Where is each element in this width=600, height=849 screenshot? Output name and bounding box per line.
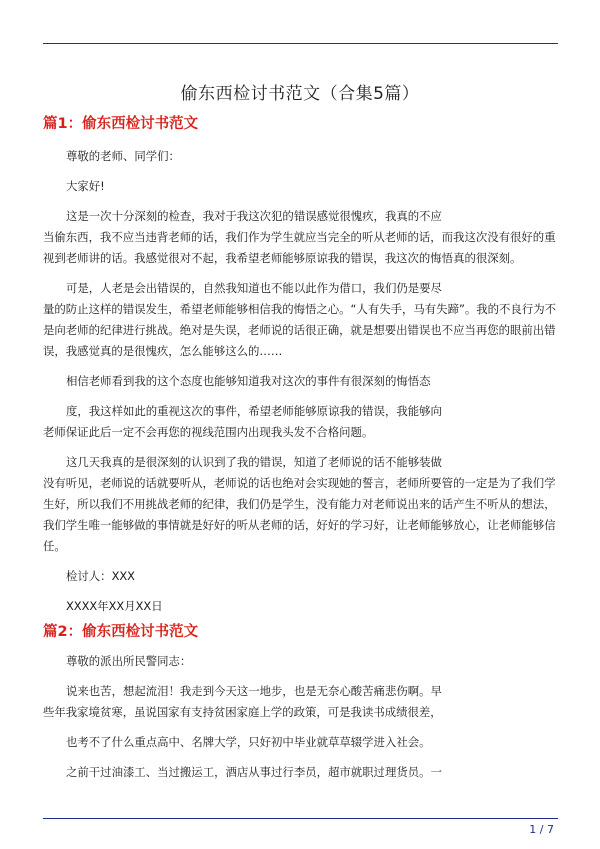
greeting: 尊敬的老师、同学们： xyxy=(66,149,180,163)
date: XXXX年XX月XX日 xyxy=(66,599,163,613)
section-2-body xyxy=(43,651,558,783)
page-number: 1 / 7 xyxy=(529,823,554,836)
paragraph-continuation: 当偷东西，我不应当违背老师的话，我们作为学生就应当完全的听从老师的话，而我这次没有很好的重视到老师讲的话。我感觉很对不起，我希望老师能够原谅我的错误，我这次的悔悟真的很深刻。 xyxy=(43,230,556,265)
section-heading-2: 篇2：偷东西检讨书范文 xyxy=(43,624,199,640)
paragraph-first-line: 说来也苦，想起流泪！我走到今天这一地步，也是无奈心酸苦痛悲伤啊。早 xyxy=(66,684,442,698)
paragraph: 相信老师看到我的这个态度也能够知道我对这次的事件有很深刻的悔悟态 xyxy=(66,374,431,388)
paragraph: 之前干过油漆工、当过搬运工，酒店从事过行李员，超市就职过理货员。一 xyxy=(66,765,442,779)
footer-rule xyxy=(43,818,558,819)
section-heading-1: 篇1：偷东西检讨书范文 xyxy=(43,116,199,132)
paragraph xyxy=(43,681,558,723)
paragraph: 也考不了什么重点高中、名牌大学，只好初中毕业就草草辍学进入社会。 xyxy=(66,735,431,749)
paragraph xyxy=(43,206,558,269)
paragraph xyxy=(43,452,558,557)
section-1-body xyxy=(43,146,558,617)
paragraph-first-line: 这几天我真的是很深刻的认识到了我的错误，知道了老师说的话不能够装做 xyxy=(66,455,442,469)
paragraph xyxy=(43,278,558,362)
paragraph-first-line: 度，我这样如此的重视这次的事件，希望老师能够原谅我的错误，我能够向 xyxy=(66,404,442,418)
paragraph-continuation: 没有听见，老师说的话就要听从，老师说的话也绝对会实现她的誓言，老师所要管的一定是为了我们学生好，所以我们不用挑战老师的纪律，我们仍是学生，没有能力对老师说出来的话产生不听从的想法，我们学生唯一能够做的事情就是好好的听从老师的话，好好的学习好，让老师能够放心，让老师能够信任。 xyxy=(43,476,556,553)
paragraph xyxy=(43,401,558,443)
paragraph-continuation: 老师保证此后一定不会再您的视线范围内出现我头发不合格问题。 xyxy=(43,425,374,439)
paragraph-first-line: 这是一次十分深刻的检查，我对于我这次犯的错误感觉很愧疚，我真的不应 xyxy=(66,209,442,223)
paragraph-continuation: 些年我家境贫寒，虽说国家有支持贫困家庭上学的政策，可是我读书成绩很差， xyxy=(43,705,442,719)
header-rule xyxy=(43,43,558,44)
greeting: 尊敬的派出所民警同志： xyxy=(66,654,192,668)
signer: 检讨人：XXX xyxy=(66,569,135,583)
document-title: 偷东西检讨书范文（合集5篇） xyxy=(180,84,420,104)
paragraph-first-line: 可是，人老是会出错误的，自然我知道也不能以此作为借口，我们仍是要尽 xyxy=(66,281,442,295)
paragraph-continuation: 量的防止这样的错误发生，希望老师能够相信我的悔悟之心。“人有失手，马有失蹄”。我的不良行为不是向老师的纪律进行挑战。绝对是失误，老师说的话很正确，就是想要出错误也不应当再您的眼前出错误，我感觉真的是很愧疚，怎么能够这么的…… xyxy=(43,302,556,358)
salutation: 大家好! xyxy=(66,179,105,193)
